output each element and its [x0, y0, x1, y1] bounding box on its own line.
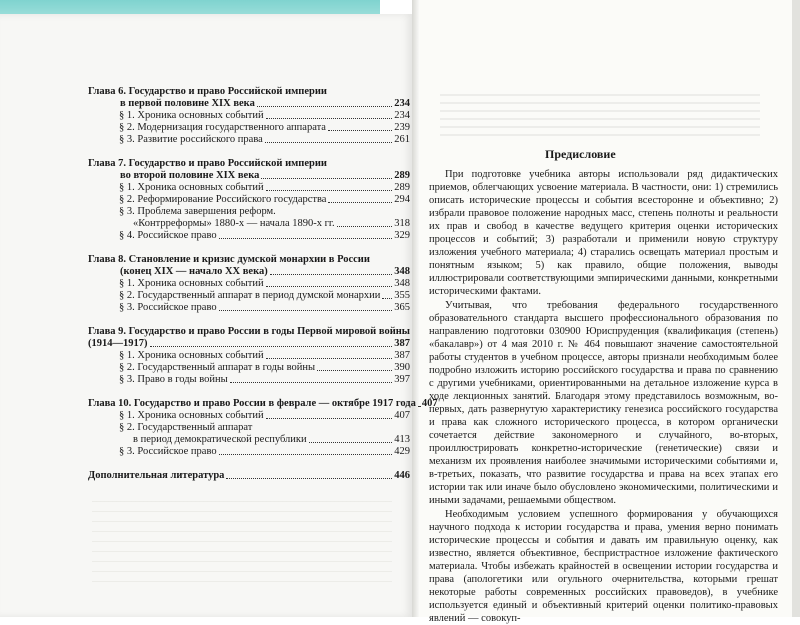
page-edge — [792, 0, 800, 617]
preface-body — [429, 168, 778, 625]
bleed-through-text — [440, 88, 760, 136]
page-number: 318 — [394, 218, 410, 229]
toc-section: § 1. Хроника основных событий 289 — [119, 182, 410, 193]
toc-section: § 3. Право в годы войны 397 — [119, 374, 410, 385]
toc-section: § 2. Государственный аппарат — [119, 422, 253, 433]
toc-section-continued: в период демократической республики 413 — [133, 434, 410, 445]
page-number: 329 — [394, 230, 410, 241]
toc-section: § 2. Государственный аппарат в период думской монархии 355 — [119, 290, 410, 301]
toc-section: § 2. Реформирование Российского государства 294 — [119, 194, 410, 205]
toc-chapter-8 — [88, 254, 410, 278]
chapter-title-line: Глава 10. Государство и право России в феврале — октябре 1917 года 407 — [88, 398, 438, 409]
page-number: 407 — [421, 398, 438, 409]
toc-section: § 3. Российское право 365 — [119, 302, 410, 313]
chapter-title: Глава 7. Государство и право Российской империи — [88, 158, 327, 169]
book-gutter — [412, 0, 420, 617]
bleed-through-text-left — [92, 492, 392, 582]
page-number: 397 — [394, 374, 410, 385]
chapter-title-line: (1914—1917) 387 — [88, 338, 410, 349]
toc-section: § 1. Хроника основных событий 348 — [119, 278, 410, 289]
page-number: 390 — [394, 362, 410, 373]
preface-title: Предисловие — [545, 147, 616, 161]
table-of-contents — [88, 86, 438, 482]
chapter-title: Глава 6. Государство и право Российской империи — [88, 86, 327, 97]
page-number: 365 — [394, 302, 410, 313]
page-number: 446 — [394, 470, 410, 481]
chapter-title: Глава 8. Становление и кризис думской монархии в России — [88, 254, 370, 265]
page-number: 294 — [394, 194, 410, 205]
page-number: 387 — [394, 338, 410, 349]
toc-chapter-7 — [88, 158, 410, 182]
toc-section: § 1. Хроника основных событий 387 — [119, 350, 410, 361]
page-number: 407 — [394, 410, 410, 421]
chapter-title: Глава 9. Государство и право России в годы Первой мировой войны — [88, 326, 411, 337]
page-number: 348 — [394, 278, 410, 289]
chapter-title-line: в первой половине XIX века 234 — [120, 98, 410, 109]
page-number: 289 — [394, 170, 410, 181]
toc-section: § 2. Государственный аппарат в годы войны 390 — [119, 362, 410, 373]
page-number: 413 — [394, 434, 410, 445]
toc-section: § 1. Хроника основных событий 407 — [119, 410, 410, 421]
toc-chapter-10 — [88, 398, 438, 410]
toc-additional-literature: Дополнительная литература 446 — [88, 470, 410, 481]
page-number: 234 — [394, 110, 410, 121]
toc-chapter-9 — [88, 326, 410, 350]
chapter-title-line: (конец XIX — начало XX века) 348 — [120, 266, 410, 277]
toc-section: § 2. Модернизация государственного аппарата 239 — [119, 122, 410, 133]
toc-section: § 1. Хроника основных событий 234 — [119, 110, 410, 121]
preface-paragraph: При подготовке учебника авторы использовали ряд дидактических приемов, облегчающих усвоение материала. В частности, они: 1) стремились описать исторические процессы и события всесторонне и объективно; 2) избрали правовое положение народных масс, степень полноты и реальности их прав и свобод в качестве ведущего критерия оценки исторических процессов и событий; 3) разработали и применили новую структуру изложения учебного материала; 4) старались освещать материал простым и понятным языком; 5) как правило, общие положения, выводы иллюстрировали соответствующими эмпирическими данными, конкретными историческими фактами. — [429, 169, 778, 297]
page-number: 234 — [394, 98, 410, 109]
toc-section: § 3. Российское право 429 — [119, 446, 410, 457]
page-number: 355 — [394, 290, 410, 301]
page-number: 289 — [394, 182, 410, 193]
page-number: 348 — [394, 266, 410, 277]
toc-section-continued: «Контрреформы» 1880-х — начала 1890-х гг. 318 — [133, 218, 410, 229]
toc-section: § 3. Проблема завершения реформ. — [119, 206, 276, 217]
toc-section: § 3. Развитие российского права 261 — [119, 134, 410, 145]
preface-paragraph: Учитывая, что требования федерального государственного образовательного стандарта высшего профессионального образования по направлению подготовки 030900 Юриспруденция (квалификация (степень) «бакалавр») от 4 мая 2010 г. № 464 повышают значение самостоятельной работы студентов в учебном процессе, авторы признали необходимым более подробно изложить историю российского государства и права по сравнению с другими учебниками, ориентированными на детальное изложение курса в ходе лекционных занятий. Благодаря этому представилось возможным, во-первых, дать развернутую характеристику генезиса российского государства и права как сложного исторического процесса, в котором органически сочетается действие закономерного и случайного, во-вторых, проиллюстрировать конкретно-исторические (генетические) связи и механизм их проявления наиболее значимыми историческими событиями и, в-третьих, показать, что развитие государства и права на всех этапах его истории так или иначе было обусловлено экономическими, политическими и иными задачами, решаемыми обществом. — [429, 300, 778, 506]
chapter-title-line: во второй половине XIX века 289 — [120, 170, 410, 181]
page-number: 429 — [394, 446, 410, 457]
toc-chapter-6 — [88, 86, 410, 110]
toc-section: § 4. Российское право 329 — [119, 230, 410, 241]
page-number: 261 — [394, 134, 410, 145]
preface-paragraph: Необходимым условием успешного формирования у обучающихся научного подхода к истории государства и права, умения верно понимать исторические процессы и события и давать им правильную оценку, как известно, является объективное, беспристрастное изложение фактического материала. Чтобы избежать крайностей в освещении истории государства и права (апологетики или огульного очернительства, которыми грешат некоторые работы современных российских правоведов), в учебнике используется единый и объективный критерий оценки политико-правовых явлений — совокуп- — [429, 509, 778, 624]
page-number: 239 — [394, 122, 410, 133]
page-number: 387 — [394, 350, 410, 361]
